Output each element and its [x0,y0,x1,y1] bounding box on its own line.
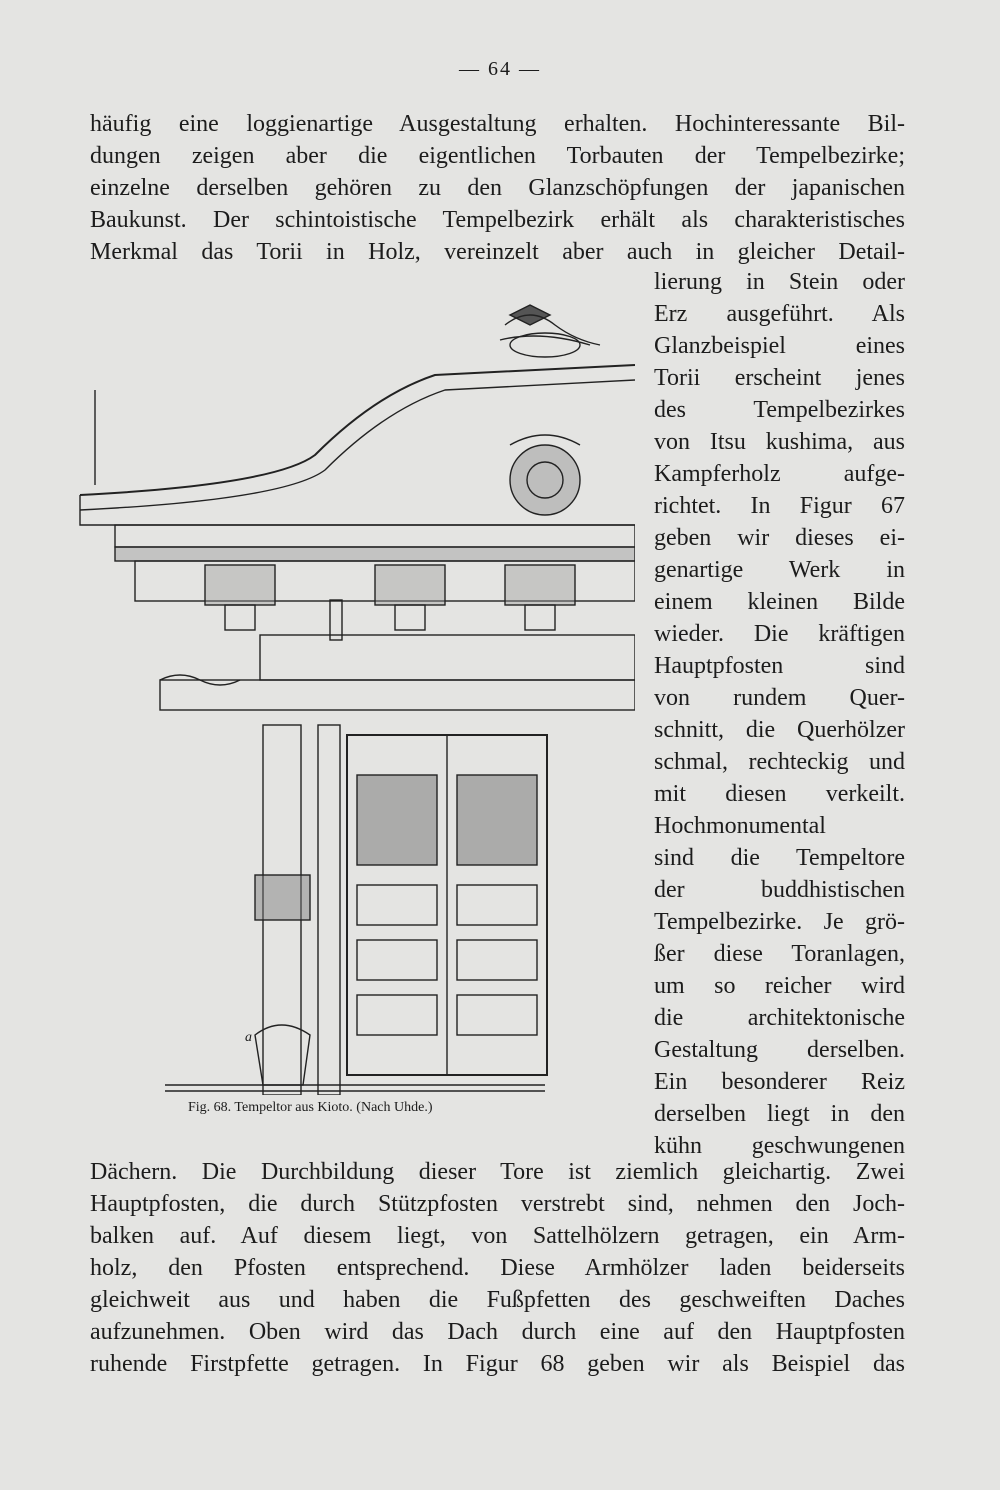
text-line: Merkmal das Torii in Holz, vereinzelt aber auch in gleicher Detail- [90,239,905,265]
text-line: aufzunehmen. Oben wird das Dach durch eine auf den Hauptpfosten [90,1319,905,1345]
text-line: von rundem Quer- [654,685,905,711]
text-line: schnitt, die Querhölzer [654,717,905,743]
text-line: richtet. In Figur 67 [654,493,905,519]
text-line: einzelne derselben gehören zu den Glanzschöpfungen der japanischen [90,175,905,201]
text-line: kühn geschwungenen [654,1133,905,1159]
text-line: der buddhistischen [654,877,905,903]
text-line: holz, den Pfosten entsprechend. Diese Armhölzer laden beiderseits [90,1255,905,1281]
text-line: Baukunst. Der schintoistische Tempelbezirk erhält als charakteristisches [90,207,905,233]
text-line: balken auf. Auf diesem liegt, von Sattelhölzern getragen, ein Arm- [90,1223,905,1249]
text-line: Dächern. Die Durchbildung dieser Tore ist ziemlich gleichartig. Zwei [90,1159,905,1185]
text-line: Hochmonumental [654,813,826,839]
text-line: sind die Tempeltore [654,845,905,871]
text-line: genartige Werk in [654,557,905,583]
text-line: ßer diese Toranlagen, [654,941,905,967]
temple-gate-illustration [75,295,635,1095]
text-line: dungen zeigen aber die eigentlichen Torbauten der Tempelbezirke; [90,143,905,169]
page-number: — 64 — [459,58,541,80]
text-line: Gestaltung derselben. [654,1037,905,1063]
text-line: wieder. Die kräftigen [654,621,905,647]
text-line: Ein besonderer Reiz [654,1069,905,1095]
text-line: Glanzbeispiel eines [654,333,905,359]
text-line: Tempelbezirke. Je grö- [654,909,905,935]
text-line: Hauptpfosten sind [654,653,905,679]
text-line: mit diesen verkeilt. [654,781,905,807]
text-line: einem kleinen Bilde [654,589,905,615]
text-line: Torii erscheint jenes [654,365,905,391]
text-line: um so reicher wird [654,973,905,999]
text-line: gleichweit aus und haben die Fußpfetten des geschweiften Daches [90,1287,905,1313]
text-line: derselben liegt in den [654,1101,905,1127]
text-line: die architektonische [654,1005,905,1031]
figure-letter: a [245,1030,252,1045]
figure-caption: Fig. 68. Tempeltor aus Kioto. (Nach Uhde.) [188,1100,433,1115]
text-line: schmal, rechteckig und [654,749,905,775]
text-line: geben wir dieses ei- [654,525,905,551]
text-line: des Tempelbezirkes [654,397,905,423]
text-line: Hauptpfosten, die durch Stützpfosten verstrebt sind, nehmen den Joch- [90,1191,905,1217]
text-line: häufig eine loggienartige Ausgestaltung erhalten. Hochinteressante Bil- [90,111,905,137]
text-line: ruhende Firstpfette getragen. In Figur 68 geben wir als Beispiel das [90,1351,905,1377]
text-line: Erz ausgeführt. Als [654,301,905,327]
text-line: von Itsu kushima, aus [654,429,905,455]
text-line: lierung in Stein oder [654,269,905,295]
text-line: Kampferholz aufge- [654,461,905,487]
